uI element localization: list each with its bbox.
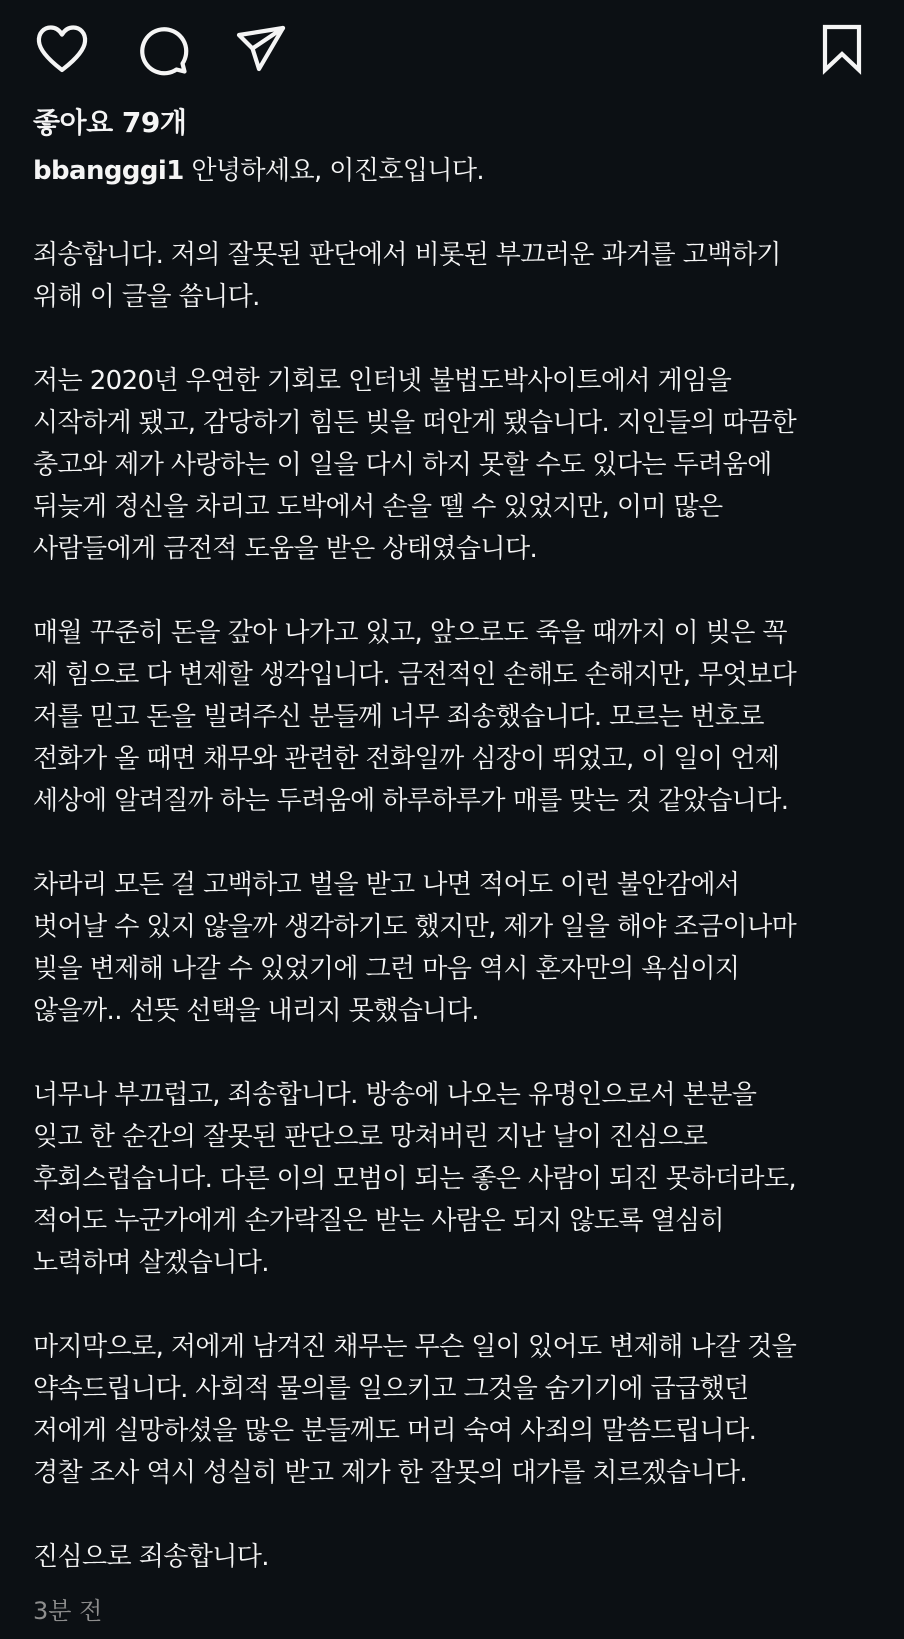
share-button[interactable] xyxy=(232,20,290,78)
caption-line: 약속드립니다. 사회적 물의를 일으키고 그것을 숨기기에 급급했던 xyxy=(33,1374,749,1404)
like-count[interactable]: 좋아요 79개 xyxy=(33,106,187,139)
caption-line: 벗어날 수 있지 않을까 생각하기도 했지만, 제가 일을 해야 조금이나마 xyxy=(33,912,797,942)
caption-line: 저는 2020년 우연한 기회로 인터넷 불법도박사이트에서 게임을 xyxy=(33,366,732,396)
caption-paragraph xyxy=(33,234,883,318)
comment-button[interactable] xyxy=(133,20,191,78)
caption-line: 진심으로 죄송합니다. xyxy=(33,1542,269,1572)
caption-paragraph xyxy=(33,150,883,192)
caption-first-line xyxy=(33,150,883,192)
username-link[interactable]: bbangggi1 xyxy=(33,156,184,186)
caption-line: 죄송합니다. 저의 잘못된 판단에서 비롯된 부끄러운 과거를 고백하기 xyxy=(33,240,781,270)
caption-line: 노력하며 살겠습니다. xyxy=(33,1248,269,1278)
caption-line: 매월 꾸준히 돈을 갚아 나가고 있고, 앞으로도 죽을 때까지 이 빚은 꼭 xyxy=(33,618,787,648)
caption-line: 않을까.. 선뜻 선택을 내리지 못했습니다. xyxy=(33,996,479,1026)
caption-line: 사람들에게 금전적 도움을 받은 상태였습니다. xyxy=(33,534,538,564)
heart-icon xyxy=(35,24,89,74)
caption-line: 차라리 모든 걸 고백하고 벌을 받고 나면 적어도 이런 불안감에서 xyxy=(33,870,740,900)
caption-line: 저에게 실망하셨을 많은 분들께도 머리 숙여 사죄의 말씀드립니다. xyxy=(33,1416,757,1446)
caption-line: 후회스럽습니다. 다른 이의 모범이 되는 좋은 사람이 되진 못하더라도, xyxy=(33,1164,797,1194)
caption-paragraph xyxy=(33,612,883,822)
caption-line: 적어도 누군가에게 손가락질은 받는 사람은 되지 않도록 열심히 xyxy=(33,1206,725,1236)
comment-bubble-icon xyxy=(135,22,189,76)
caption-paragraph xyxy=(33,1536,883,1578)
caption-line: 마지막으로, 저에게 남겨진 채무는 무슨 일이 있어도 변제해 나갈 것을 xyxy=(33,1332,797,1362)
caption-line: 시작하게 됐고, 감당하기 힘든 빚을 떠안게 됐습니다. 지인들의 따끔한 xyxy=(33,408,797,438)
like-button[interactable] xyxy=(33,20,91,78)
caption-line: 저를 믿고 돈을 빌려주신 분들께 너무 죄송했습니다. 모르는 번호로 xyxy=(33,702,764,732)
caption-line: 빚을 변제해 나갈 수 있었기에 그런 마음 역시 혼자만의 욕심이지 xyxy=(33,954,740,984)
save-button[interactable] xyxy=(813,20,871,78)
caption-paragraph xyxy=(33,864,883,1032)
caption-paragraph xyxy=(33,1074,883,1284)
caption-line: 위해 이 글을 씁니다. xyxy=(33,282,260,312)
post-action-bar xyxy=(0,0,904,100)
caption-line: 경찰 조사 역시 성실히 받고 제가 한 잘못의 대가를 치르겠습니다. xyxy=(33,1458,748,1488)
caption-paragraph xyxy=(33,360,883,570)
caption-greeting: 안녕하세요, 이진호입니다. xyxy=(191,156,485,186)
caption-line: 잊고 한 순간의 잘못된 판단으로 망쳐버린 지난 날이 진심으로 xyxy=(33,1122,708,1152)
caption-paragraph xyxy=(33,1326,883,1494)
post-timestamp: 3분 전 xyxy=(33,1597,103,1625)
paper-plane-icon xyxy=(235,23,287,75)
caption-line: 충고와 제가 사랑하는 이 일을 다시 하지 못할 수도 있다는 두려움에 xyxy=(33,450,772,480)
caption-line: 세상에 알려질까 하는 두려움에 하루하루가 매를 맞는 것 같았습니다. xyxy=(33,786,789,816)
post-caption xyxy=(33,150,883,1578)
caption-line: 제 힘으로 다 변제할 생각입니다. 금전적인 손해도 손해지만, 무엇보다 xyxy=(33,660,797,690)
caption-line: 너무나 부끄럽고, 죄송합니다. 방송에 나오는 유명인으로서 본분을 xyxy=(33,1080,757,1110)
bookmark-icon xyxy=(819,23,865,75)
caption-line: 전화가 올 때면 채무와 관련한 전화일까 심장이 뛰었고, 이 일이 언제 xyxy=(33,744,780,774)
caption-line: 뒤늦게 정신을 차리고 도박에서 손을 뗄 수 있었지만, 이미 많은 xyxy=(33,492,723,522)
